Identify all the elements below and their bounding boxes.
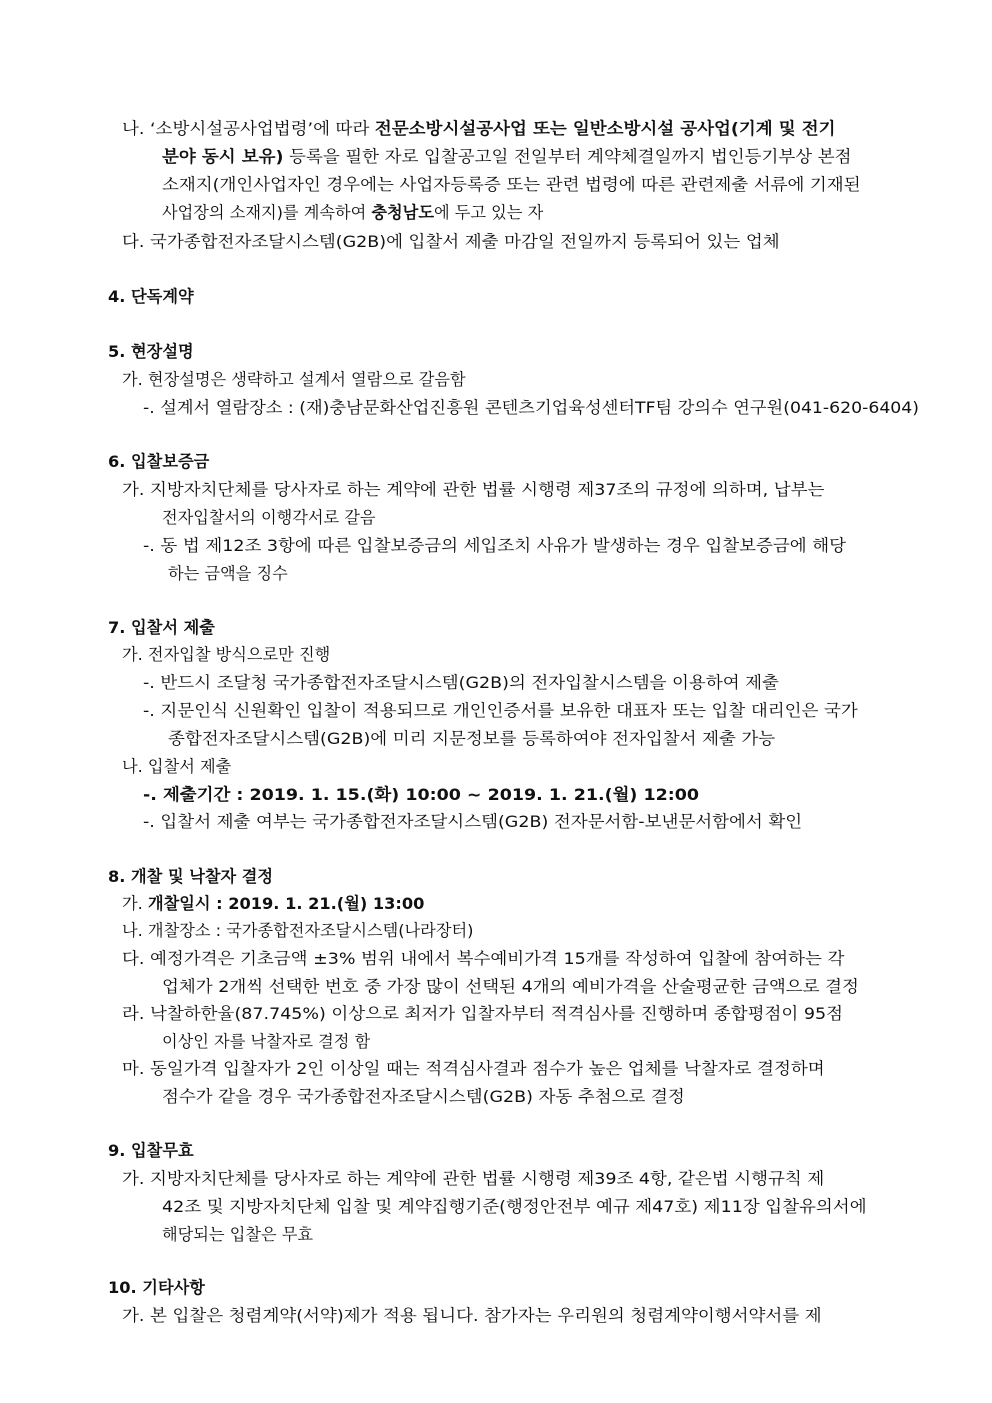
sec8-ga-datetime: 개찰일시 : 2019. 1. 21.(월) 13:00	[147, 894, 425, 913]
sec9-ga-line1: 가. 지방자치단체를 당사자로 하는 계약에 관한 법률 시행령 제39조 4항, 같은법 시행규칙 제	[122, 1169, 825, 1188]
sec7-ga: 가. 전자입찰 방식으로만 진행	[122, 645, 331, 664]
sec8-ga	[122, 893, 424, 915]
sec4-title: 4. 단독계약	[108, 287, 194, 306]
sec6-ga-line1: 가. 지방자치단체를 당사자로 하는 계약에 관한 법률 시행령 제37조의 규정에 의하며, 납부는	[122, 480, 825, 499]
sec3-na-text4b: 에 두고 있는 자	[433, 203, 544, 222]
sec10-title: 10. 기타사항	[108, 1278, 205, 1297]
sec3-na-bold2: 분야 동시 보유)	[162, 147, 284, 166]
sec6-ga-line2: 전자입찰서의 이행각서로 갈음	[162, 508, 376, 527]
sec7-ga-dash2-line1: -. 지문인식 신원확인 입찰이 적용되므로 개인인증서를 보유한 대표자 또는 입찰 대리인은 국가	[143, 701, 858, 720]
sec3-da: 다. 국가종합전자조달시스템(G2B)에 입찰서 제출 마감일 전일까지 등록되어 있는 업체	[122, 232, 780, 251]
sec3-na-bold4: 충청남도	[371, 203, 434, 222]
sec3-na-line1	[122, 118, 836, 140]
sec3-na-line4	[162, 202, 543, 224]
sec8-title: 8. 개찰 및 낙찰자 결정	[108, 867, 274, 886]
sec8-ga-marker: 가.	[122, 894, 148, 913]
sec8-ra-line1: 라. 낙찰하한율(87.745%) 이상으로 최저가 입찰자부터 적격심사를 진행하며 종합평점이 95점	[122, 1004, 844, 1023]
sec8-da-line1: 다. 예정가격은 기초금액 ±3% 범위 내에서 복수예비가격 15개를 작성하여 입찰에 참여하는 각	[122, 949, 845, 968]
sec3-na-text2: 등록을 필한 자로 입찰공고일 전일부터 계약체결일까지 법인등기부상 본점	[283, 147, 852, 166]
sec8-ra-line2: 이상인 자를 낙찰자로 결정 함	[162, 1032, 371, 1051]
sec7-title: 7. 입찰서 제출	[108, 618, 215, 637]
sec8-ma-line2: 점수가 같을 경우 국가종합전자조달시스템(G2B) 자동 추첨으로 결정	[162, 1087, 685, 1106]
sec6-dash-line2: 하는 금액을 징수	[168, 564, 288, 583]
sec7-ga-dash1: -. 반드시 조달청 국가종합전자조달시스템(G2B)의 전자입찰시스템을 이용하여 제출	[143, 673, 779, 692]
sec9-ga-line3: 해당되는 입찰은 무효	[162, 1225, 314, 1244]
sec6-title: 6. 입찰보증금	[108, 452, 210, 471]
sec3-na-line3: 소재지(개인사업자인 경우에는 사업자등록증 또는 관련 법령에 따른 관련제출 서류에 기재된	[162, 175, 861, 194]
sec3-na-line2	[162, 146, 851, 168]
sec7-na: 나. 입찰서 제출	[122, 757, 232, 776]
sec6-dash-line1: -. 동 법 제12조 3항에 따른 입찰보증금의 세입조치 사유가 발생하는 경우 입찰보증금에 해당	[143, 536, 847, 555]
sec7-na-period: -. 제출기간 : 2019. 1. 15.(화) 10:00 ~ 2019. 1. 21.(월) 12:00	[143, 785, 699, 804]
sec8-ma-line1: 마. 동일가격 입찰자가 2인 이상일 때는 적격심사결과 점수가 높은 업체를 낙찰자로 결정하며	[122, 1059, 825, 1078]
sec7-ga-dash2-line2: 종합전자조달시스템(G2B)에 미리 지문정보를 등록하여야 전자입찰서 제출 가능	[168, 729, 776, 748]
sec7-na-dash2: -. 입찰서 제출 여부는 국가종합전자조달시스템(G2B) 전자문서함-보낸문서함에서 확인	[143, 812, 803, 831]
sec3-na-text4: 사업장의 소재지)를 계속하여	[162, 203, 372, 222]
sec5-dash: -. 설계서 열람장소 : (재)충남문화산업진흥원 콘텐츠기업육성센터TF팀 강의수 연구원(041-620-6404)	[143, 398, 920, 417]
sec9-title: 9. 입찰무효	[108, 1141, 194, 1160]
sec3-na-text: 나. ‘소방시설공사업법령’에 따라	[122, 119, 375, 138]
sec5-ga: 가. 현장설명은 생략하고 설계서 열람으로 갈음함	[122, 370, 466, 389]
sec8-da-line2: 업체가 2개씩 선택한 번호 중 가장 많이 선택된 4개의 예비가격을 산술평균한 금액으로 결정	[162, 977, 859, 996]
sec9-ga-line2: 42조 및 지방자치단체 입찰 및 계약집행기준(행정안전부 예규 제47호) 제11장 입찰유의서에	[162, 1197, 867, 1216]
sec5-title: 5. 현장설명	[108, 342, 194, 361]
sec10-ga-line1: 가. 본 입찰은 청렴계약(서약)제가 적용 됩니다. 참가자는 우리원의 청렴계약이행서약서를 제	[122, 1306, 822, 1325]
sec3-na-bold: 전문소방시설공사업 또는 일반소방시설 공사업(기계 및 전기	[374, 119, 836, 138]
sec8-na: 나. 개찰장소 : 국가종합전자조달시스템(나라장터)	[122, 921, 474, 940]
